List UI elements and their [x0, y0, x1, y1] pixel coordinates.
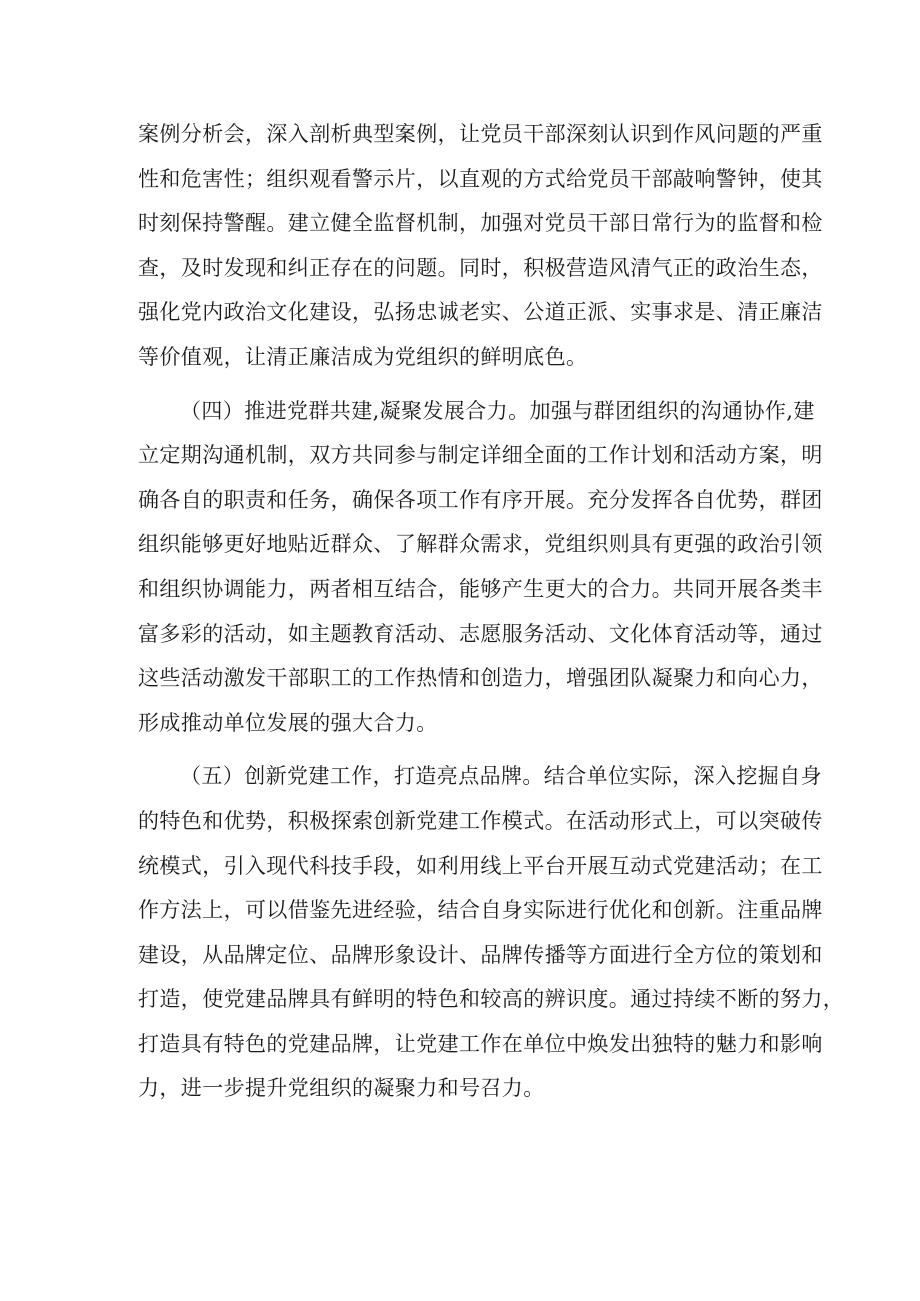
text-line: （五）创新党建工作，打造亮点品牌。结合单位实际，深入挖掘自身 — [180, 764, 822, 789]
text-line: （四）推进党群共建,凝聚发展合力。加强与群团组织的沟通协作,建 — [180, 398, 815, 423]
document-body — [138, 112, 845, 1111]
text-line: 富多彩的活动，如主题教育活动、志愿服务活动、文化体育活动等，通过 — [138, 621, 823, 646]
text-line: 形成推动单位发展的强大合力。 — [138, 710, 438, 735]
paragraph-section-4 — [138, 389, 823, 746]
text-line: 和组织协调能力，两者相互结合，能够产生更大的合力。共同开展各类丰 — [138, 576, 823, 601]
text-line: 这些活动激发干部职工的工作热情和创造力，增强团队凝聚力和向心力， — [138, 666, 823, 691]
text-line: 时刻保持警醒。建立健全监督机制，加强对党员干部日常行为的监督和检 — [138, 211, 823, 236]
text-line: 力，进一步提升党组织的凝聚力和号召力。 — [138, 1076, 545, 1101]
text-line: 等价值观，让清正廉洁成为党组织的鲜明底色。 — [138, 344, 588, 369]
text-line: 作方法上，可以借鉴先进经验，结合自身实际进行优化和创新。注重品牌 — [138, 898, 823, 923]
text-line: 查，及时发现和纠正存在的问题。同时，积极营造风清气正的政治生态， — [138, 255, 823, 280]
text-line: 案例分析会，深入剖析典型案例，让党员干部深刻认识到作风问题的严重 — [138, 122, 823, 146]
paragraph-section-5 — [138, 754, 845, 1111]
text-line: 性和危害性；组织观看警示片，以直观的方式给党员干部敲响警钟，使其 — [138, 166, 823, 191]
text-line: 确各自的职责和任务，确保各项工作有序开展。充分发挥各自优势，群团 — [138, 487, 823, 512]
text-line: 组织能够更好地贴近群众、了解群众需求，党组织则具有更强的政治引领 — [138, 532, 823, 557]
text-line: 的特色和优势，积极探索创新党建工作模式。在活动形式上，可以突破传 — [138, 808, 823, 833]
text-line: 强化党内政治文化建设，弘扬忠诚老实、公道正派、实事求是、清正廉洁 — [138, 300, 823, 325]
text-line: 建设，从品牌定位、品牌形象设计、品牌传播等方面进行全方位的策划和 — [138, 942, 823, 967]
text-line: 打造具有特色的党建品牌，让党建工作在单位中焕发出独特的魅力和影响 — [138, 1031, 823, 1056]
text-line: 打造，使党建品牌具有鲜明的特色和较高的辨识度。通过持续不断的努力， — [138, 987, 845, 1012]
text-line: 立定期沟通机制，双方共同参与制定详细全面的工作计划和活动方案，明 — [138, 443, 823, 468]
paragraph-continuation — [138, 112, 823, 380]
text-line: 统模式，引入现代科技手段，如利用线上平台开展互动式党建活动；在工 — [138, 853, 823, 878]
